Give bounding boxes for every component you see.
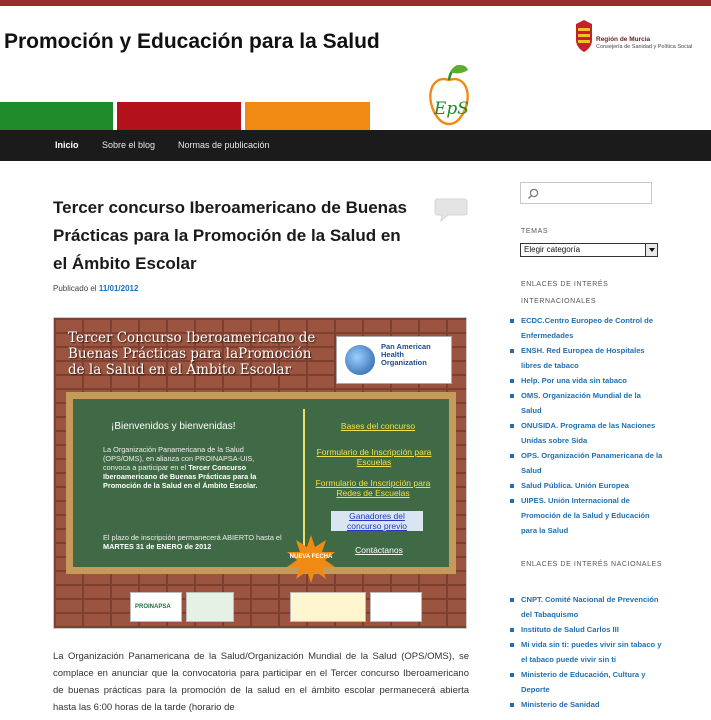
region-name: Región de Murcia (596, 36, 651, 43)
search-icon (527, 188, 539, 200)
university-logo (186, 592, 234, 622)
nav-normas-publicacion[interactable]: Normas de publicación (178, 140, 270, 150)
badge-text: NUEVA FECHA (289, 554, 333, 560)
contest-poster-image[interactable] (53, 317, 467, 629)
poster-welcome: ¡Bienvenidos y bienvenidas! (111, 421, 236, 432)
nav-inicio[interactable]: Inicio (55, 140, 79, 150)
published-date-link[interactable]: 11/01/2012 (98, 284, 139, 293)
site-header (0, 6, 711, 130)
poster-link-winners[interactable]: Ganadores del concurso previo (331, 511, 423, 531)
bullet-icon (510, 454, 514, 458)
chalkboard-frame (66, 392, 456, 574)
sidebar-link-label[interactable]: ENSH. Red Europea de Hospitales libres de tabaco (521, 346, 645, 370)
sidebar-link-national[interactable] (508, 622, 663, 637)
stripe-green (0, 102, 113, 130)
sidebar-link-label[interactable]: Salud Pública. Unión Europea (521, 481, 630, 490)
eps-logo-icon[interactable] (420, 60, 478, 132)
stripe-orange (245, 102, 370, 130)
sidebar-link-international[interactable] (508, 373, 663, 388)
poster-link-form-networks[interactable]: Formulario de Inscripción para Redes de Escuelas (315, 478, 431, 498)
sidebar-link-label[interactable]: Mi vida sin ti: puedes vivir sin tabaco y el tabaco puede vivir sin ti (521, 640, 662, 664)
new-date-badge-icon (286, 534, 336, 584)
poster-sponsor-logos (54, 580, 467, 629)
poster-deadline-text: El plazo de inscripción permanecerá ABIERTO hasta el (103, 533, 282, 542)
sidebar-link-national[interactable] (508, 637, 663, 667)
sidebar-link-label[interactable]: OPS. Organización Panamericana de la Salud (521, 451, 663, 475)
poster-intro-text: La Organización Panamericana de la Salud (OPS/OMS), en alianza con PROINAPSA-UIS, convoca a participar en el (103, 445, 255, 472)
region-department: Consejería de Sanidad y Política Social (596, 44, 693, 50)
sidebar-link-international[interactable] (508, 418, 663, 448)
search-input[interactable] (520, 182, 652, 204)
bullet-icon (510, 394, 514, 398)
sidebar-link-international[interactable] (508, 493, 663, 538)
national-links-list (508, 592, 663, 712)
international-links-heading: ENLACES DE INTERÉS INTERNACIONALES (521, 281, 609, 305)
eps-logo-text: EpS (434, 99, 469, 119)
main-navigation (0, 130, 711, 161)
national-links-heading: ENLACES DE INTERÉS NACIONALES (521, 561, 663, 568)
sidebar-link-label[interactable]: ECDC.Centro Europeo de Control de Enfermedades (521, 316, 654, 340)
paho-line: Organization (381, 358, 427, 367)
bullet-icon (510, 673, 514, 677)
sidebar-link-label[interactable]: Instituto de Salud Carlos III (521, 625, 619, 634)
sidebar-link-international[interactable] (508, 448, 663, 478)
international-links-list (508, 313, 663, 538)
sidebar-link-label[interactable]: Ministerio de Sanidad (521, 700, 600, 709)
sidebar-link-international[interactable] (508, 343, 663, 373)
sidebar-link-label[interactable]: Ministerio de Educación, Cultura y Deporte (521, 670, 646, 694)
sidebar-link-national[interactable] (508, 667, 663, 697)
sidebar-link-international[interactable] (508, 388, 663, 418)
bullet-icon (510, 598, 514, 602)
post-meta (53, 284, 138, 293)
bullet-icon (510, 349, 514, 353)
proinapsa-logo: PROINAPSA (130, 592, 182, 622)
sidebar-link-label[interactable]: Help. Por una vida sin tabaco (521, 376, 627, 385)
bullet-icon (510, 643, 514, 647)
paho-line: Health (381, 350, 404, 359)
sidebar-link-label[interactable]: ONUSIDA. Programa de las Naciones Unidas sobre Sida (521, 421, 656, 445)
paho-logo-text (381, 343, 431, 367)
bullet-icon (510, 703, 514, 707)
comment-bubble-icon[interactable] (434, 197, 468, 223)
globe-icon (345, 345, 375, 375)
sidebar-link-national[interactable] (508, 592, 663, 622)
poster-deadline (103, 533, 283, 551)
bullet-icon (510, 499, 514, 503)
sidebar-link-label[interactable]: CNPT. Comité Nacional de Prevención del Tabaquismo (521, 595, 659, 619)
sidebar-link-national[interactable] (508, 697, 663, 712)
nav-sobre-el-blog[interactable]: Sobre el blog (102, 140, 156, 150)
poster-heading-line: Buenas Prácticas para laPromoción (68, 346, 312, 362)
category-select-value: Elegir categoría (524, 245, 581, 254)
poster-heading (68, 330, 315, 378)
sidebar-link-international[interactable] (508, 313, 663, 343)
site-title[interactable]: Promoción y Educación para la Salud (4, 30, 380, 53)
post-title[interactable]: Tercer concurso Iberoamericano de Buenas Prácticas para la Promoción de la Salud en el Ámbito Escolar (53, 198, 407, 273)
poster-link-contact[interactable]: Contáctanos (355, 545, 403, 555)
stripe-red (117, 102, 241, 130)
category-select[interactable] (520, 243, 658, 257)
paho-line: Pan American (381, 342, 431, 351)
poster-heading-line: de la Salud en el Ámbito Escolar (68, 362, 292, 378)
sidebar-link-label[interactable]: OMS. Organización Mundial de la Salud (521, 391, 641, 415)
chevron-down-icon[interactable] (645, 244, 657, 256)
bullet-icon (510, 484, 514, 488)
ministry-logo (290, 592, 366, 622)
bullet-icon (510, 319, 514, 323)
cooperation-logo (370, 592, 422, 622)
poster-link-bases[interactable]: Bases del concurso (340, 421, 416, 431)
poster-intro-bold: Tercer Concurso Iberoamericano de Buenas Prácticas para la Promoción de la Salud en el Ámbito Escolar. (103, 463, 258, 490)
temas-heading: TEMAS (521, 228, 549, 235)
poster-deadline-bold: MARTES 31 de ENERO de 2012 (103, 542, 212, 551)
sidebar-link-international[interactable] (508, 478, 663, 493)
published-prefix: Publicado el (53, 284, 97, 293)
chalkboard (73, 399, 449, 567)
bullet-icon (510, 379, 514, 383)
poster-intro (103, 445, 283, 490)
bullet-icon (510, 628, 514, 632)
bullet-icon (510, 424, 514, 428)
poster-heading-line: Tercer Concurso Iberoamericano de (68, 330, 316, 346)
paho-logo (336, 336, 452, 384)
sidebar-link-label[interactable]: UIPES. Unión Internacional de Promoción de la Salud y Educación para la Salud (521, 496, 650, 535)
poster-link-form-schools[interactable]: Formulario de Inscripción para Escuelas (316, 447, 432, 467)
post-body-text: La Organización Panamericana de la Salud/Organización Mundial de la Salud (OPS/OMS), se complace en anunciar que la convocatoria para participar en el Tercer concurso Iberoamericano de buenas prácticas para la promoción de la salud en el ámbito escolar permanecerá abierta hasta las 6:00 horas de la tarde (horario de (53, 651, 469, 713)
